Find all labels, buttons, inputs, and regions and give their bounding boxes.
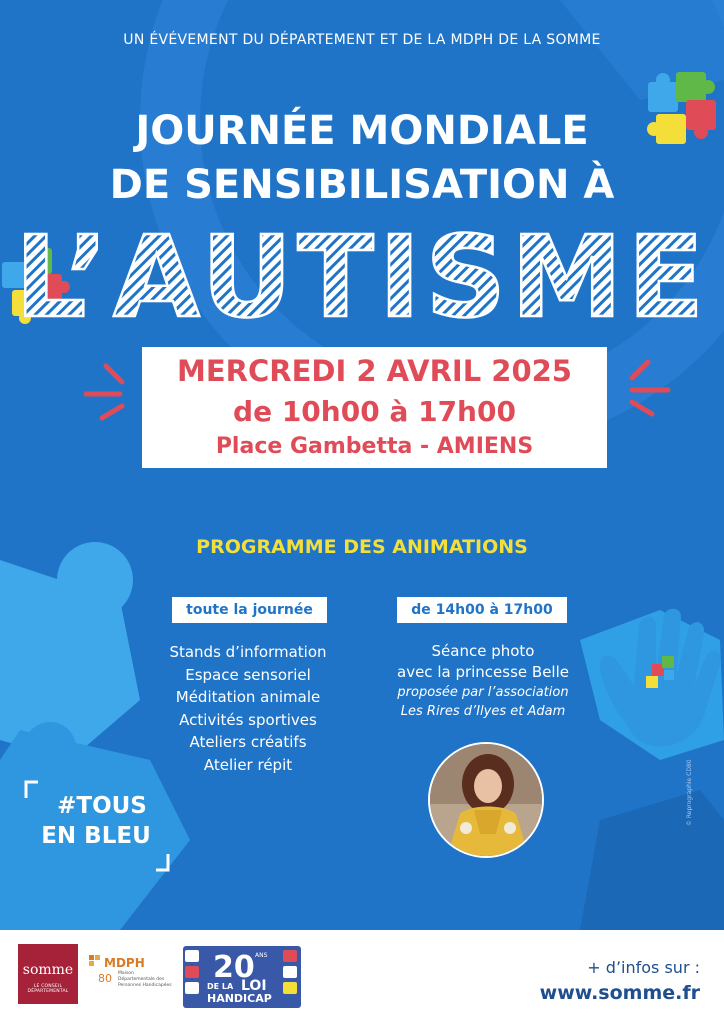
afternoon-line-1: Séance photo — [431, 642, 535, 660]
event-date-box — [142, 347, 607, 468]
hashtag-line-2: EN BLEU — [41, 823, 151, 849]
hashtag-tous-en-bleu — [24, 778, 170, 876]
list-item: Méditation animale — [175, 688, 321, 706]
photo-credit: © Reprographie CD80 — [686, 759, 693, 826]
more-info — [540, 958, 700, 1004]
website-link[interactable]: www.somme.fr — [539, 982, 700, 1004]
hand-icon — [584, 606, 724, 766]
event-hours: de 10h00 à 17h00 — [233, 395, 516, 428]
somme-logo: somme LE CONSEIL DÉPARTEMENTAL — [18, 944, 78, 1004]
list-item: Stands d’information — [169, 643, 327, 661]
princess-belle-photo — [428, 742, 544, 858]
organizer-line: UN ÉVÉVEMENT DU DÉPARTEMENT ET DE LA MDPH DE LA SOMME — [123, 32, 601, 48]
tag-all-day: toute la journée — [172, 597, 327, 623]
footer — [0, 930, 724, 1024]
spark-icon — [80, 360, 140, 430]
list-item: Activités sportives — [179, 710, 317, 729]
afternoon-block — [370, 641, 596, 721]
title-autisme — [0, 212, 724, 332]
list-item: Espace sensoriel — [185, 665, 311, 684]
list-item: Ateliers créatifs — [189, 733, 307, 751]
all-day-list — [140, 641, 356, 776]
svg-text:L’AUTISME: L’AUTISME — [14, 213, 710, 332]
spark-icon — [614, 356, 674, 426]
afternoon-line-4: Les Rires d’Ilyes et Adam — [400, 704, 566, 719]
loi-handicap-logo: 20 ANS DE LA LOI HANDICAP — [183, 946, 301, 1008]
mdph-logo: MDPH 80 Maison Départementale des Personnes Handicapées — [88, 952, 176, 1002]
event-place: Place Gambetta - AMIENS — [215, 434, 534, 459]
programme-title: PROGRAMME DES ANIMATIONS — [196, 536, 528, 558]
more-info-label: + d’infos sur : — [587, 958, 700, 977]
event-date: MERCREDI 2 AVRIL 2025 — [177, 354, 572, 388]
list-item: Atelier répit — [203, 755, 293, 774]
hashtag-line-1: #TOUS — [57, 793, 147, 819]
title-line-2: DE SENSIBILISATION À — [109, 162, 615, 208]
title-line-1: JOURNÉE MONDIALE — [135, 108, 589, 154]
afternoon-line-3: proposée par l’association — [397, 685, 569, 700]
tag-afternoon: de 14h00 à 17h00 — [397, 597, 567, 623]
afternoon-line-2: avec la princesse Belle — [397, 663, 569, 681]
